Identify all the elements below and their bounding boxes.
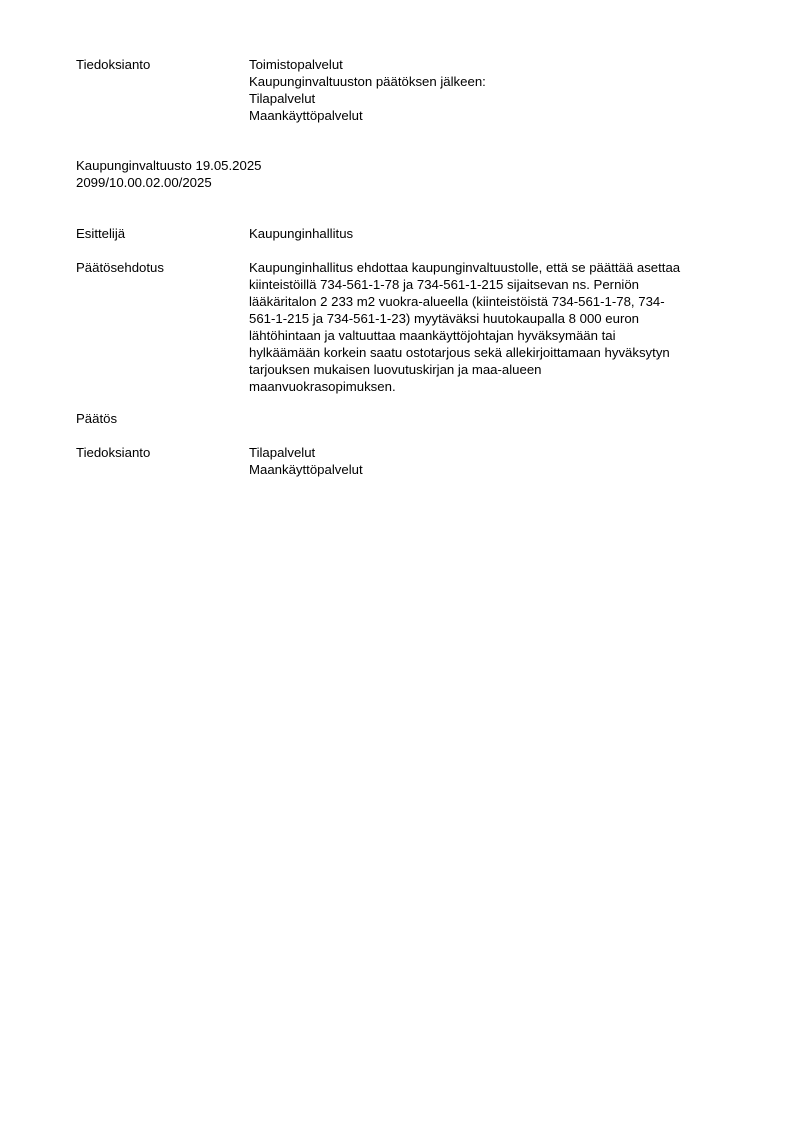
proposal-line: lääkäritalon 2 233 m2 vuokra-alueella (kiinteistöistä 734-561-1-78, 734- (249, 294, 665, 309)
proposal-text (249, 259, 731, 395)
recipient-line: Maankäyttöpalvelut (249, 108, 363, 123)
recipient-line: Toimistopalvelut (249, 57, 343, 72)
proposal-line: maanvuokrasopimuksen. (249, 379, 396, 394)
meeting-body-date: Kaupunginvaltuusto 19.05.2025 (76, 158, 262, 173)
second-notice-label: Tiedoksianto (76, 445, 151, 460)
presenter-label: Esittelijä (76, 226, 126, 241)
proposal-label: Päätösehdotus (76, 260, 164, 275)
proposal-line: lähtöhintaan ja valtuuttaa maankäyttöjohtajan hyväksymään tai (249, 328, 616, 343)
recipient-line: Tilapalvelut (249, 445, 316, 460)
proposal-line: hylkäämään korkein saatu ostotarjous sekä allekirjoittamaan hyväksytyn (249, 345, 670, 360)
proposal-line: 561-1-215 ja 734-561-1-23) myytäväksi huutokaupalla 8 000 euron (249, 311, 640, 326)
recipient-line: Maankäyttöpalvelut (249, 462, 363, 477)
meeting-info (76, 157, 736, 191)
recipient-line: Tilapalvelut (249, 91, 316, 106)
recipient-line: Kaupunginvaltuuston päätöksen jälkeen: (249, 74, 486, 89)
proposal-line: kiinteistöillä 734-561-1-78 ja 734-561-1-215 sijaitsevan ns. Perniön (249, 277, 639, 292)
presenter-value: Kaupunginhallitus (249, 226, 354, 241)
proposal-line: tarjouksen mukaisen luovutuskirjan ja maa-alueen (249, 362, 542, 377)
decision-label: Päätös (76, 411, 118, 426)
second-notice-recipients (249, 444, 731, 478)
first-notice-recipients (249, 56, 731, 124)
case-reference: 2099/10.00.02.00/2025 (76, 175, 212, 190)
proposal-line: Kaupunginhallitus ehdottaa kaupunginvaltuustolle, että se päättää asettaa (249, 260, 681, 275)
first-notice-label: Tiedoksianto (76, 57, 151, 72)
